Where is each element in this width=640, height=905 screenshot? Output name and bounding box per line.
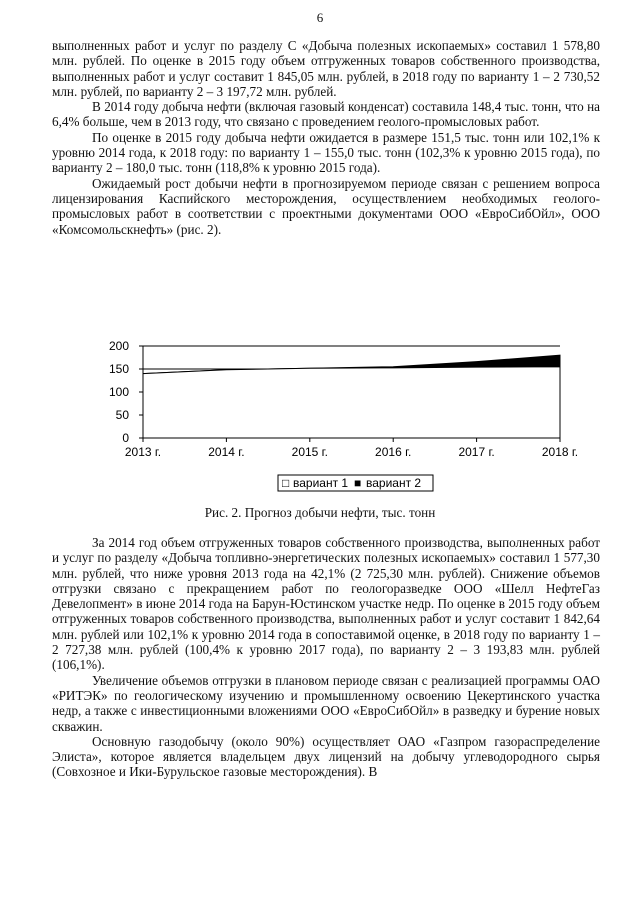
x-tick-label: 2013 г. xyxy=(124,445,162,459)
legend-label-variant-1: вариант 1 xyxy=(293,476,349,490)
page-number: 6 xyxy=(316,10,324,25)
paragraph: Основную газодобычу (около 90%) осуществляет ОАО «Газпром газораспределение Элиста», которое является владельцем двух лицензий на добычу углеводородного сырья (Совхозное и Ики-Бурульское газовые месторождения). В xyxy=(52,733,600,780)
x-tick-label: 2015 г. xyxy=(291,445,328,459)
paragraph: Ожидаемый рост добычи нефти в прогнозируемом периоде связан с решением вопроса лицензирования Каспийского месторождения, осуществлением необходимых геолого-промысловых работ в соответствии с проектными документами ООО «ЕвроСибОйл», ООО «Комсомольскнефть» (рис. 2). xyxy=(52,175,600,237)
paragraph: За 2014 год объем отгруженных товаров собственного производства, выполненных работ и услуг по разделу «Добыча топливно-энергетических полезных ископаемых» составил 1 577,30 млн. рублей, что ниже уровня 2013 года на 42,1% (2 725,30 млн. рублей). Снижение объемов отгрузки связано с прекращением работ по геологоразведке ООО «Шелл НефтеГаз Девелопмент» в июне 2014 года на Барун-Юстинском участке недр. По оценке в 2015 году объем отгруженных товаров собственного производства, выполненных работ и услуг составит 1 842,64 млн. рублей или 102,1% к уровню 2014 года в сопоставимой оценке, в 2018 году по варианту 1 – 2 727,38 млн. рублей (100,4% к уровню 2017 года), по варианту 2 – 3 193,83 млн. рублей (106,1%). xyxy=(52,535,600,673)
paragraph: По оценке в 2015 году добыча нефти ожидается в размере 151,5 тыс. тонн или 102,1% к уровню 2014 года, к 2018 году: по варианту 1 – 155,0 тыс. тонн (102,3% к уровню 2015 года), по варианту 2 – 180,0 тыс. тонн (118,8% к уровню 2015 года). xyxy=(52,129,600,176)
legend-label-variant-2: вариант 2 xyxy=(366,476,422,490)
series-area-variant-1 xyxy=(143,367,560,438)
legend-marker-variant-2: ■ xyxy=(354,476,362,490)
chart-areas xyxy=(143,355,560,438)
y-tick-labels xyxy=(109,339,129,445)
y-tick-label: 150 xyxy=(108,362,129,376)
x-tick-label: 2016 г. xyxy=(375,445,412,459)
oil-production-chart xyxy=(105,338,579,494)
figure-caption: Рис. 2. Прогноз добычи нефти, тыс. тонн xyxy=(204,505,436,520)
x-tick-label: 2017 г. xyxy=(458,445,495,459)
x-tick-label: 2018 г. xyxy=(541,445,579,459)
y-tick-label: 100 xyxy=(108,385,129,399)
x-tick-label: 2014 г. xyxy=(208,445,245,459)
text-block-bottom xyxy=(52,535,600,780)
x-tick-labels xyxy=(125,445,578,459)
chart-legend xyxy=(278,475,433,491)
y-tick-label: 200 xyxy=(108,339,129,353)
paragraph: В 2014 году добыча нефти (включая газовый конденсат) составила 148,4 тыс. тонн, что на 6,4% больше, чем в 2013 году, что связано с проведением геолого-промысловых работ. xyxy=(52,99,600,130)
legend-marker-variant-1: □ xyxy=(282,476,290,490)
text-block-top xyxy=(52,38,600,237)
paragraph: выполненных работ и услуг по разделу С «Добыча полезных ископаемых» составил 1 578,80 млн. рублей. По оценке в 2015 году объем отгруженных товаров собственного производства, выполненных работ и услуг составит 1 845,05 млн. рублей, в 2018 году по варианту 1 – 2 730,52 млн. рублей, по варианту 2 – 3 197,72 млн. рублей. xyxy=(52,38,600,99)
y-tick-label: 0 xyxy=(122,431,129,445)
y-tick-label: 50 xyxy=(115,408,129,422)
paragraph: Увеличение объемов отгрузки в плановом периоде связан с реализацией программы ОАО «РИТЭК» по геологическому изучению и промышленному освоению Цекертинского участка недр, а также с инвестиционными вложениями ООО «ЕвроСибОйл» в разведку и бурение новых скважин. xyxy=(52,672,600,734)
